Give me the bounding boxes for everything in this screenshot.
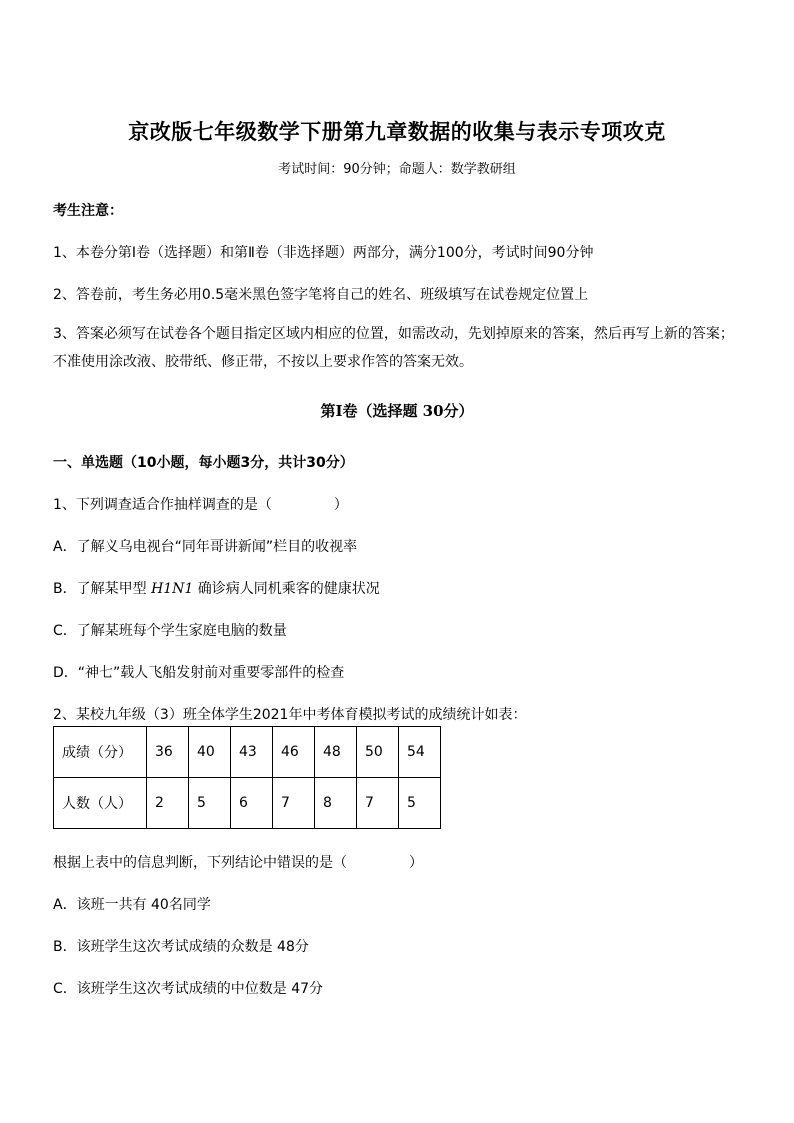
notice-item-3: 3、答案必须写在试卷各个题目指定区域内相应的位置，如需改动，先划掉原来的答案，然后再写上新的答案；不准使用涂改液、胶带纸、修正带，不按以上要求作答的答案无效。	[53, 326, 734, 370]
table-cell: 2	[147, 778, 189, 829]
question-1-stem-close: ）	[333, 497, 348, 513]
table-cell: 6	[231, 778, 273, 829]
part-title: 第Ⅰ卷（选择题 30分）	[320, 402, 474, 420]
question-2-prompt-close: ）	[409, 855, 423, 871]
question-2-option-a: A．该班一共有 40名同学	[53, 897, 211, 913]
question-1-option-b	[53, 578, 380, 598]
table-cell: 40	[189, 727, 231, 778]
question-1-option-d: D．“神七”载人飞船发射前对重要零部件的检查	[53, 665, 345, 681]
table-cell: 8	[315, 778, 357, 829]
question-2-option-b: B．该班学生这次考试成绩的众数是 48分	[53, 939, 309, 955]
question-1-stem	[53, 494, 348, 514]
table-cell: 54	[399, 727, 441, 778]
question-2-prompt-text: 根据上表中的信息判断，下列结论中错误的是（	[53, 855, 347, 871]
row-header-score: 成绩（分）	[54, 727, 147, 778]
question-1-option-a: A．了解义乌电视台“同年哥讲新闻”栏目的收视率	[53, 539, 358, 555]
section-heading: 一、单选题（10小题，每小题3分，共计30分）	[53, 455, 354, 471]
table-cell: 5	[399, 778, 441, 829]
question-2-option-c: C．该班学生这次考试成绩的中位数是 47分	[53, 981, 324, 997]
score-table	[53, 726, 441, 829]
table-cell: 43	[231, 727, 273, 778]
exam-subtitle: 考试时间：90分钟；命题人：数学教研组	[278, 162, 516, 177]
option-b-suffix: 确诊病人同机乘客的健康状况	[197, 581, 380, 597]
table-cell: 46	[273, 727, 315, 778]
table-cell: 36	[147, 727, 189, 778]
question-2-stem: 2、某校九年级（3）班全体学生2021年中考体育模拟考试的成绩统计如表：	[53, 707, 527, 723]
table-cell: 48	[315, 727, 357, 778]
option-b-text: B．了解某甲型	[53, 581, 147, 597]
exam-title: 京改版七年级数学下册第九章数据的收集与表示专项攻克	[128, 119, 666, 144]
row-header-count: 人数（人）	[54, 778, 147, 829]
table-cell: 7	[273, 778, 315, 829]
table-row	[54, 778, 441, 829]
table-row	[54, 727, 441, 778]
notice-item-1: 1、本卷分第Ⅰ卷（选择题）和第Ⅱ卷（非选择题）两部分，满分100分，考试时间90分钟	[53, 245, 594, 261]
question-2-prompt	[53, 852, 423, 872]
table-cell: 50	[357, 727, 399, 778]
question-1-option-c: C．了解某班每个学生家庭电脑的数量	[53, 623, 287, 639]
question-1-stem-text: 1、下列调查适合作抽样调查的是（	[53, 497, 272, 513]
notice-heading: 考生注意：	[53, 203, 123, 219]
notice-item-2: 2、答卷前，考生务必用0.5毫米黑色签字笔将自己的姓名、班级填写在试卷规定位置上	[53, 287, 589, 303]
option-b-virus: H1N1	[151, 581, 194, 597]
table-cell: 5	[189, 778, 231, 829]
table-cell: 7	[357, 778, 399, 829]
